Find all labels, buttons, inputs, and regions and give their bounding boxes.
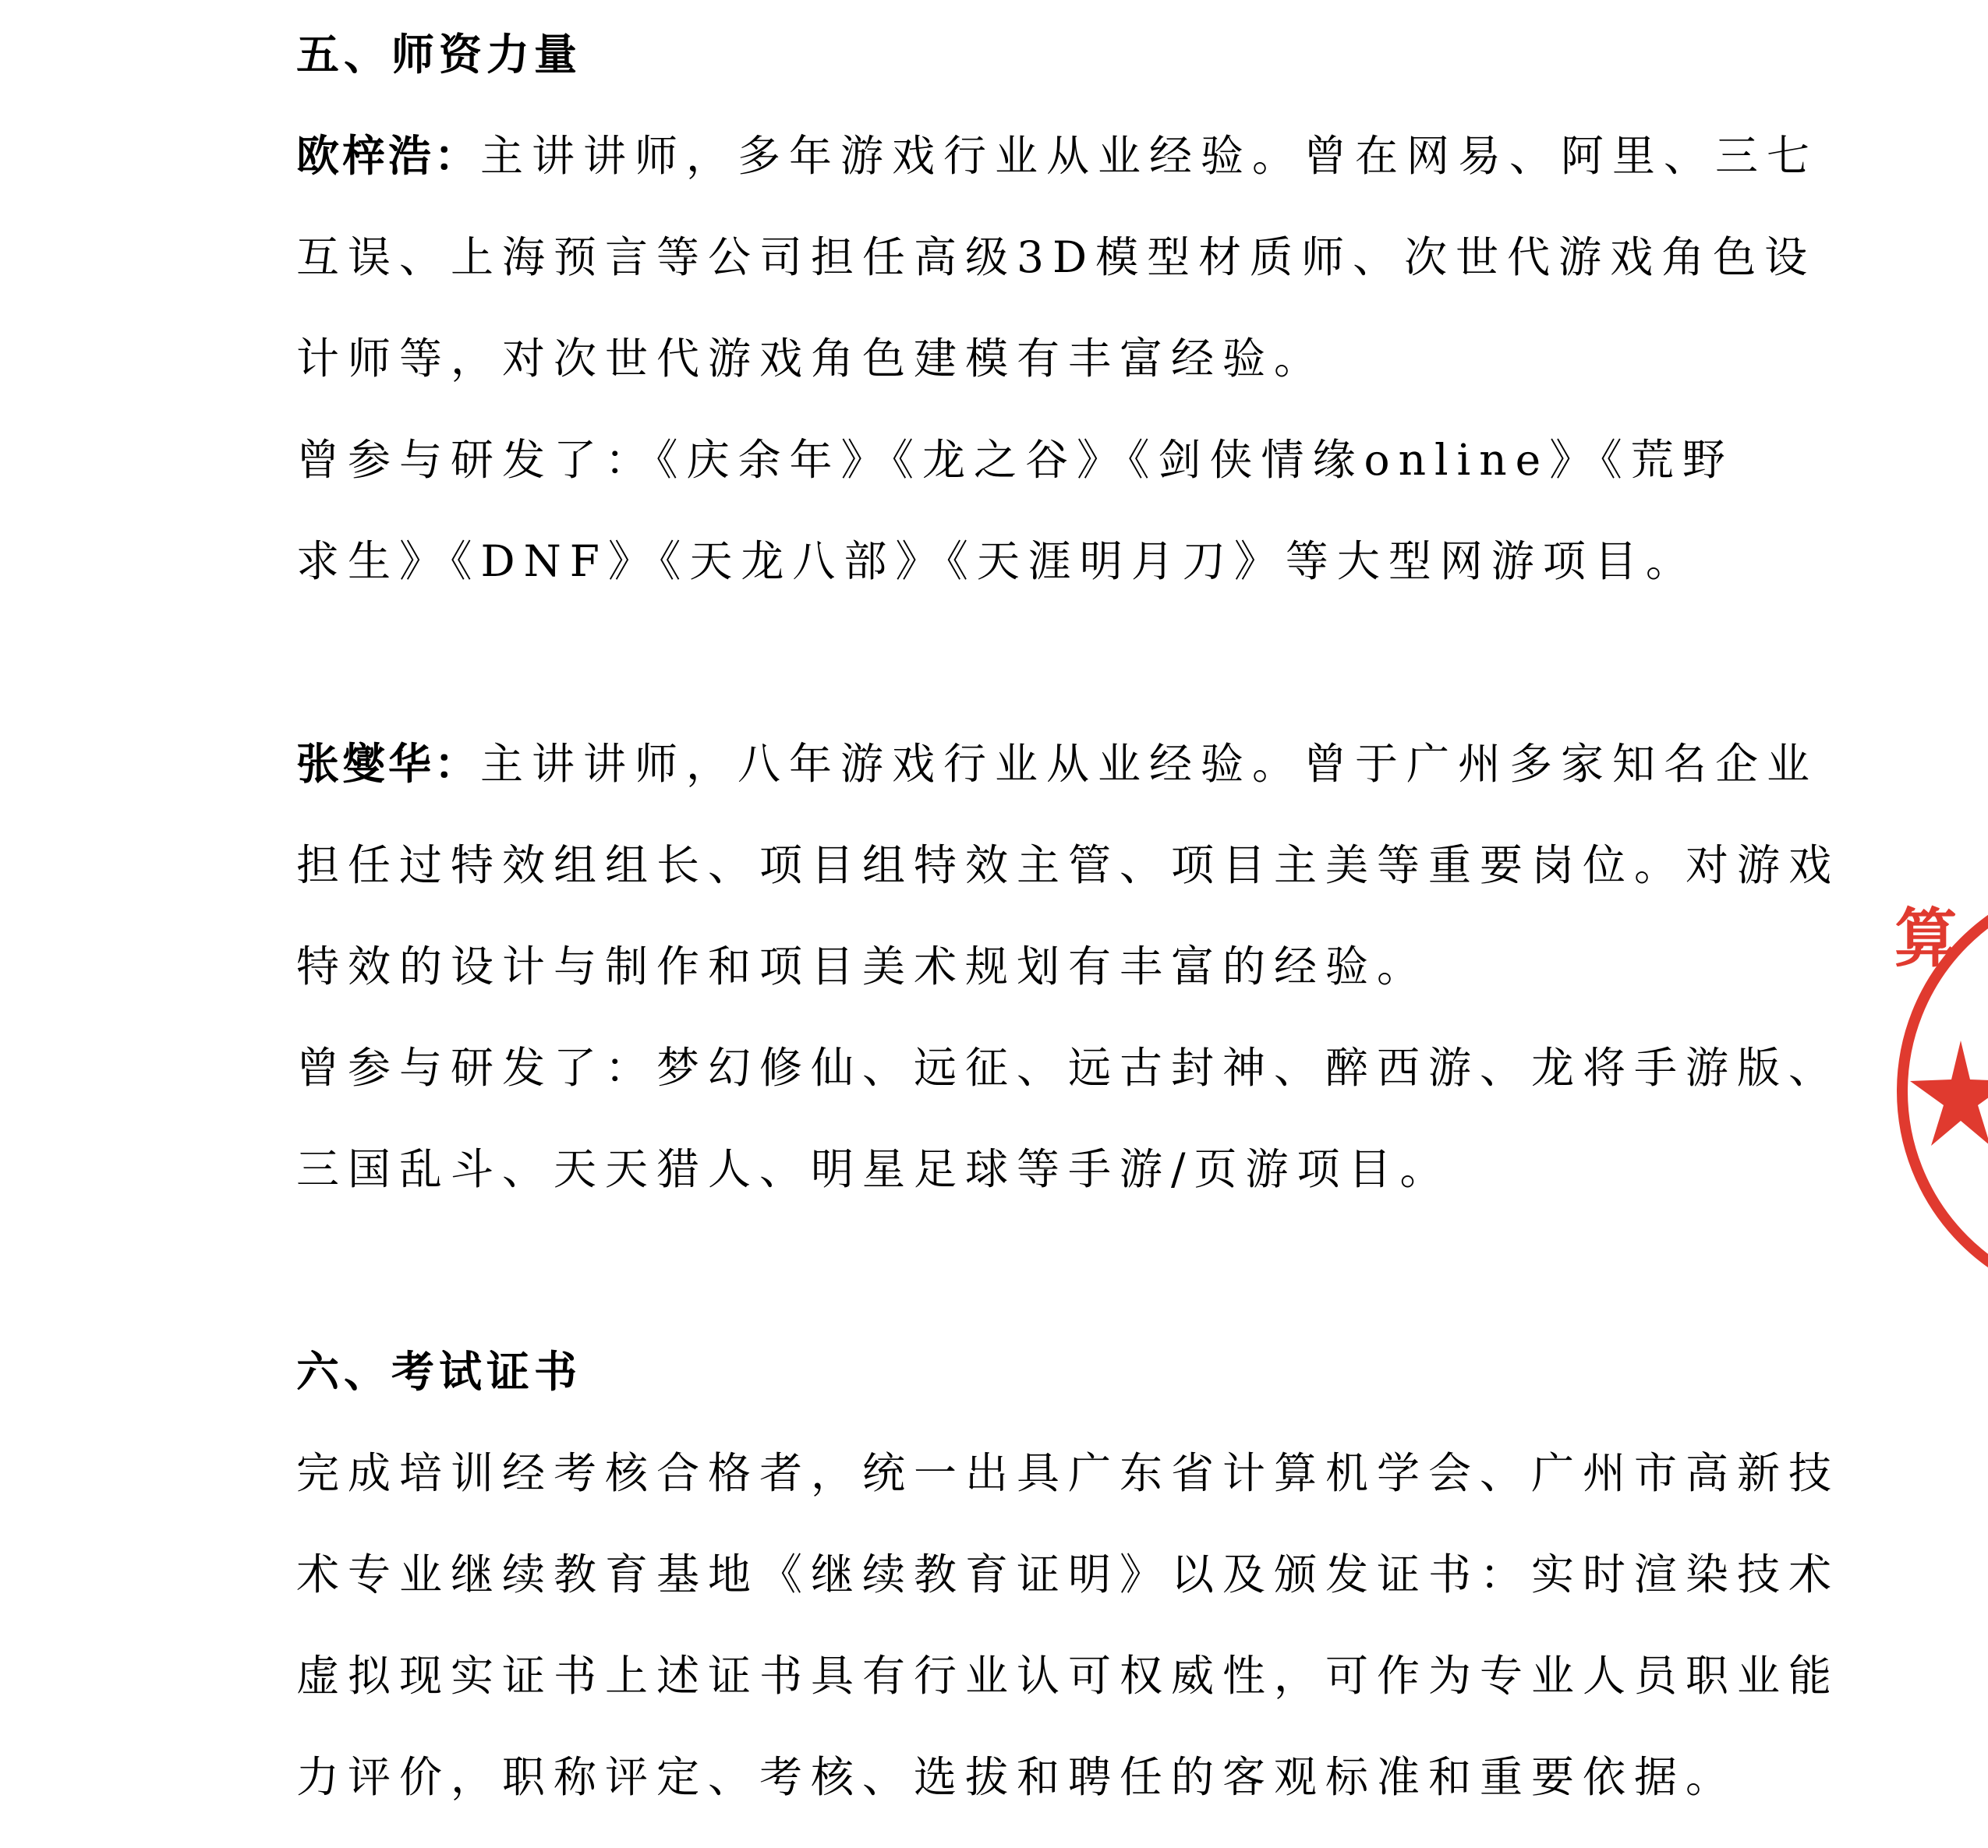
seal-character: 算 [1894,902,1959,976]
certificate-line-4: 力评价，职称评定、考核、选拔和聘任的客观标准和重要依据。 [296,1752,1738,1802]
teacher-1-line-5: 求生》《DNF》《天龙八部》《天涯明月刀》等大型网游项目。 [296,536,1697,586]
certificate-line-3: 虚拟现实证书上述证书具有行业认可权威性，可作为专业人员职业能 [296,1651,1841,1701]
certificate-line-1: 完成培训经考核合格者，统一出具广东省计算机学会、广州市高新技 [296,1448,1841,1498]
teacher-2-line-3: 特效的设计与制作和项目美术规划有丰富的经验。 [296,942,1429,991]
teacher-1-line-4: 曾参与研发了：《庆余年》《龙之谷》《剑侠情缘online》《荒野 [296,435,1734,485]
teacher-1-line-1 [296,125,1818,187]
teacher-2-line-4: 曾参与研发了：梦幻修仙、远征、远古封神、醉西游、龙将手游版、 [296,1043,1841,1093]
teacher-2-name: 张燮华： [296,739,481,789]
teacher-2-intro: 主讲讲师，八年游戏行业从业经验。曾于广州多家知名企业 [480,739,1819,789]
teacher-2-line-1 [296,733,1818,795]
teacher-2-line-5: 三国乱斗、天天猎人、明星足球等手游/页游项目。 [296,1144,1452,1194]
red-seal-stamp-icon [1879,889,1988,1294]
teacher-1-line-3: 计师等，对次世代游戏角色建模有丰富经验。 [296,334,1326,383]
teacher-1-name: 欧梓浩： [296,131,481,181]
teacher-1-line-2: 互误、上海预言等公司担任高级3D模型材质师、次世代游戏角色设 [296,232,1816,282]
section-5-heading: 五、师资力量 [296,30,582,80]
seal-star-icon [1910,1041,1988,1146]
certificate-line-2: 术专业继续教育基地《继续教育证明》以及颁发证书：实时渲染技术 [296,1549,1841,1599]
teacher-2-line-2: 担任过特效组组长、项目组特效主管、项目主美等重要岗位。对游戏 [296,840,1841,890]
section-6-heading: 六、考试证书 [296,1347,582,1397]
teacher-1-intro: 主讲讲师，多年游戏行业从业经验。曾在网易、阿里、三七 [480,131,1819,181]
